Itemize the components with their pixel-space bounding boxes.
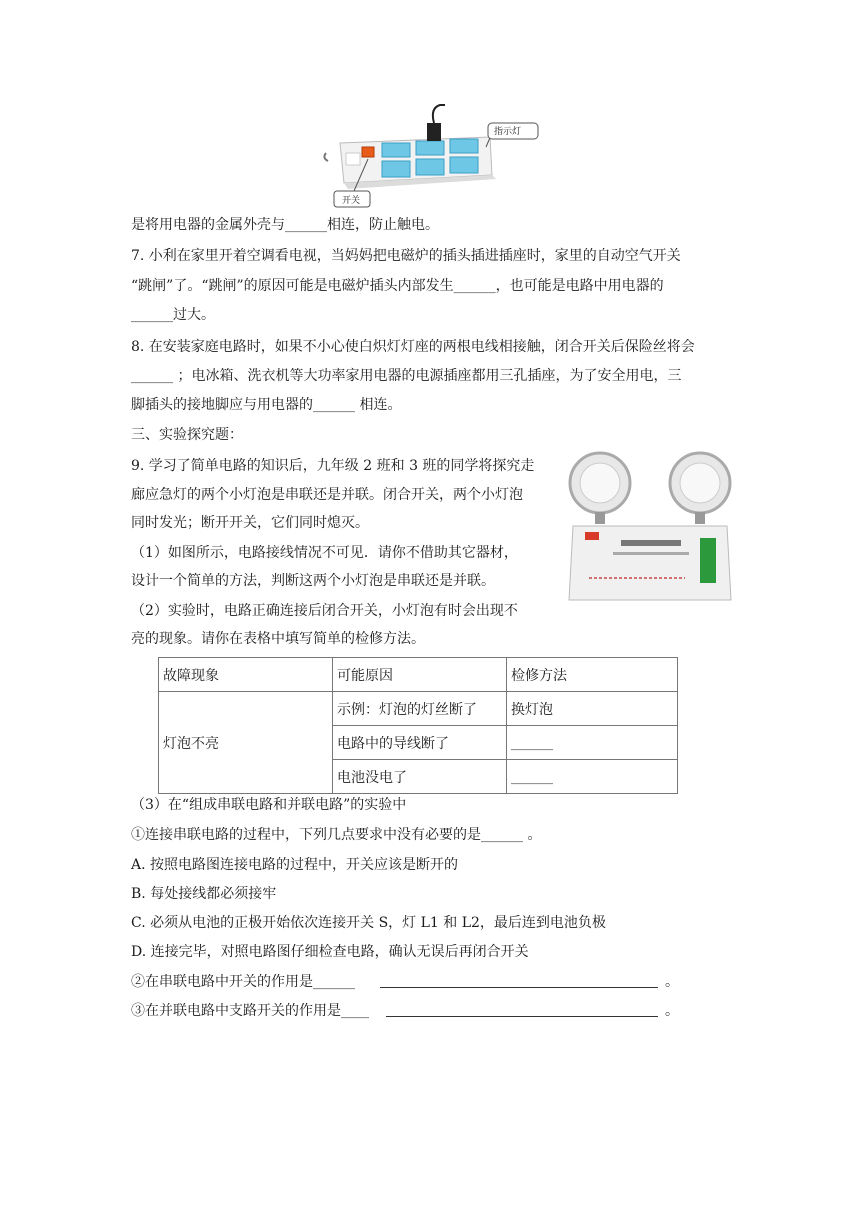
table-header: 故障现象 [159,658,333,692]
option-d: D. 连接完毕，对照电路图仔细检查电路，确认无误后再闭合开关 [131,944,529,960]
text-line-ground: 是将用电器的金属外壳与______相连，防止触电。 [131,217,439,233]
q9-part1-line-1: （1）如图所示，电路接线情况不可见．请你不借助其它器材， [131,545,518,561]
power-strip-figure [320,103,550,213]
cause-cell: 示例：灯泡的灯丝断了 [333,692,507,726]
answer-underline[interactable] [386,1016,658,1017]
q9-part1-line-2: 设计一个简单的方法，判断这两个小灯泡是串联还是并联。 [131,573,495,589]
switch-label: 开关 [342,196,361,206]
emergency-light-figure [565,448,735,608]
q7-line-3: ______过大。 [131,307,215,323]
q9-line-1: 9. 学习了简单电路的知识后，九年级 2 班和 3 班的同学将探究走 [131,458,535,474]
q7-line-1: 7. 小利在家里开着空调看电视，当妈妈把电磁炉的插头插进插座时，家里的自动空气开关 [131,248,681,264]
table-header-row [159,658,678,692]
q9-part3-heading: （3）在“组成串联电路和并联电路”的实验中 [131,797,407,813]
option-b: B. 每处接线都必须接牢 [131,886,277,902]
option-c: C. 必须从电池的正极开始依次连接开关 S，灯 L1 和 L2，最后连到电池负极 [131,915,606,931]
q8-line-1: 8. 在安装家庭电路时，如果不小心使白炽灯灯座的两根电线相接触，闭合开关后保险丝将会 [131,339,695,355]
q9-part3-sub1: ①连接串联电路的过程中，下列几点要求中没有必要的是______ 。 [131,827,542,843]
q9-part2-line-2: 亮的现象。请你在表格中填写简单的检修方法。 [131,631,425,647]
cause-cell: 电池没电了 [333,760,507,794]
q9-part3-sub2-end: 。 [665,974,679,990]
q9-part3-sub2: ②在串联电路中开关的作用是______ [131,974,355,990]
method-cell[interactable]: ______ [507,760,678,794]
cause-cell: 电路中的导线断了 [333,726,507,760]
q9-line-2: 廊应急灯的两个小灯泡是串联还是并联。闭合开关，两个小灯泡 [131,487,523,503]
q9-part3-sub3: ③在并联电路中支路开关的作用是____ [131,1003,369,1019]
method-cell[interactable]: ______ [507,726,678,760]
section-heading: 三、实验探究题： [131,427,243,443]
q8-line-2: ______ ；电冰箱、洗衣机等大功率家用电器的电源插座都用三孔插座，为了安全用电，三 [131,368,682,384]
table-header: 检修方法 [507,658,678,692]
q8-line-3: 脚插头的接地脚应与用电器的______ 相连。 [131,397,402,413]
answer-underline[interactable] [380,987,658,988]
repair-table [158,657,678,794]
option-a: A. 按照电路图连接电路的过程中，开关应该是断开的 [131,857,459,873]
symptom-cell: 灯泡不亮 [159,692,333,794]
q9-line-3: 同时发光；断开开关，它们同时熄灭。 [131,515,369,531]
table-row [159,692,678,726]
indicator-label: 指示灯 [494,127,522,137]
q9-part2-line-1: （2）实验时，电路正确连接后闭合开关，小灯泡有时会出现不 [131,603,518,619]
q7-line-2: “跳闸”了。“跳闸”的原因可能是电磁炉插头内部发生______，也可能是电路中用电器的 [131,278,664,294]
q9-part3-sub3-end: 。 [665,1003,679,1019]
table-header: 可能原因 [333,658,507,692]
method-cell: 换灯泡 [507,692,678,726]
